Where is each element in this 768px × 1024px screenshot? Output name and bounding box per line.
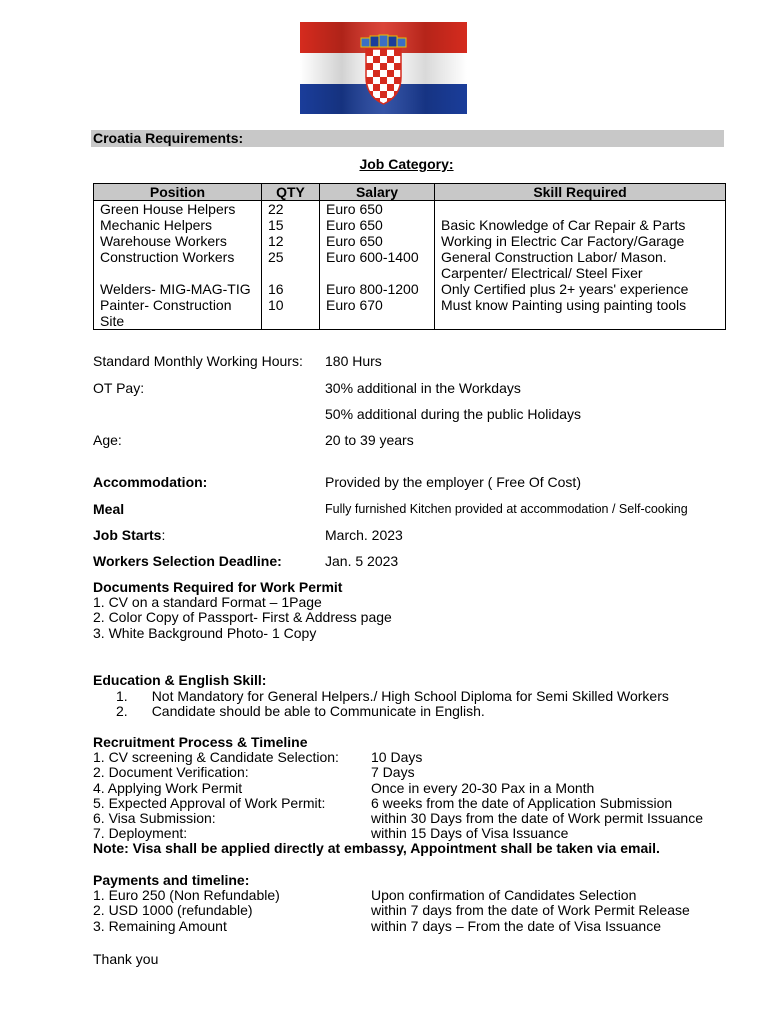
salary-cell: Euro 650 xyxy=(320,233,435,249)
ot-pay-value-holidays: 50% additional during the public Holidays xyxy=(325,406,582,422)
ot-pay-value-workdays: 30% additional in the Workdays xyxy=(325,380,521,396)
salary-cell: Euro 600-1400 xyxy=(320,249,435,281)
qty-cell: 16 xyxy=(262,281,320,297)
table-header-row xyxy=(94,184,726,201)
education-section xyxy=(93,673,669,720)
deadline-label: Workers Selection Deadline: xyxy=(93,553,282,569)
croatia-flag-image xyxy=(300,22,467,114)
list-item: 1. Euro 250 (Non Refundable) Upon confirmation of Candidates Selection xyxy=(93,887,637,904)
list-item: 6. Visa Submission: within 30 Days from the date of Work permit Issuance xyxy=(93,809,703,826)
list-item: 7. Deployment: within 15 Days of Visa Issuance xyxy=(93,825,569,842)
job-starts-value: March. 2023 xyxy=(325,527,403,543)
job-category-heading: Job Category: xyxy=(359,156,454,172)
table-row xyxy=(94,201,726,218)
skill-cell: Only Certified plus 2+ years' experience xyxy=(435,281,726,297)
list-item: 1. Not Mandatory for General Helpers./ High School Diploma for Semi Skilled Workers xyxy=(116,687,669,704)
table-row xyxy=(94,281,726,297)
accommodation-value: Provided by the employer ( Free Of Cost) xyxy=(325,474,581,490)
skill-cell: Basic Knowledge of Car Repair & Parts xyxy=(435,217,726,233)
deadline-value: Jan. 5 2023 xyxy=(325,553,399,569)
list-item: 2. Document Verification: 7 Days xyxy=(93,764,415,781)
qty-cell: 15 xyxy=(262,217,320,233)
meal-label: Meal xyxy=(93,501,125,517)
list-item: 5. Expected Approval of Work Permit: 6 weeks from the date of Application Submission xyxy=(93,794,673,811)
visa-note: Note: Visa shall be applied directly at embassy, Appointment shall be taken via email. xyxy=(93,840,660,857)
education-title: Education & English Skill: xyxy=(93,672,267,688)
salary-cell: Euro 650 xyxy=(320,201,435,218)
recruitment-title: Recruitment Process & Timeline xyxy=(93,734,308,750)
payments-title: Payments and timeline: xyxy=(93,872,250,888)
age-value: 20 to 39 years xyxy=(325,432,414,448)
column-header-skill: Skill Required xyxy=(435,184,726,201)
meal-value: Fully furnished Kitchen provided at accommodation / Self-cooking xyxy=(325,502,688,516)
list-item: 3. White Background Photo- 1 Copy xyxy=(93,624,317,641)
salary-cell: Euro 670 xyxy=(320,297,435,330)
table-row xyxy=(94,217,726,233)
salary-cell: Euro 800-1200 xyxy=(320,281,435,297)
skill-cell: General Construction Labor/ Mason. Carpenter/ Electrical/ Steel Fixer xyxy=(435,249,726,281)
qty-cell: 12 xyxy=(262,233,320,249)
requirements-title: Croatia Requirements: xyxy=(91,130,724,147)
list-item: 2. Candidate should be able to Communicate in English. xyxy=(116,703,485,719)
qty-cell: 22 xyxy=(262,201,320,218)
age-label: Age: xyxy=(93,432,122,448)
column-header-salary: Salary xyxy=(320,184,435,201)
list-item: 2. USD 1000 (refundable) within 7 days from the date of Work Permit Release xyxy=(93,902,690,919)
qty-cell: 25 xyxy=(262,249,320,281)
column-header-position: Position xyxy=(94,184,262,201)
working-hours-label: Standard Monthly Working Hours: xyxy=(93,353,303,369)
skill-cell: Working in Electric Car Factory/Garage xyxy=(435,233,726,249)
position-cell: Warehouse Workers xyxy=(94,233,262,249)
table-row xyxy=(94,297,726,330)
list-item: 4. Applying Work Permit Once in every 20-30 Pax in a Month xyxy=(93,779,595,796)
recruitment-section xyxy=(93,735,733,857)
accommodation-label: Accommodation: xyxy=(93,474,208,490)
position-cell: Construction Workers xyxy=(94,249,262,281)
payments-section xyxy=(93,873,733,934)
qty-cell: 10 xyxy=(262,297,320,330)
working-hours-value: 180 Hurs xyxy=(325,353,382,369)
skill-cell xyxy=(435,201,726,218)
job-table xyxy=(93,183,726,330)
documents-section xyxy=(93,580,392,641)
list-item: 3. Remaining Amount within 7 days – From the date of Visa Issuance xyxy=(93,917,662,934)
skill-cell: Must know Painting using painting tools xyxy=(435,297,726,330)
ot-pay-label: OT Pay: xyxy=(93,380,145,396)
closing-text: Thank you xyxy=(93,951,159,967)
documents-title: Documents Required for Work Permit xyxy=(93,579,343,595)
position-cell: Painter- Construction Site xyxy=(94,297,262,330)
table-row xyxy=(94,249,726,281)
job-starts-label: Job Starts: xyxy=(93,527,166,543)
list-item: 1. CV on a standard Format – 1Page xyxy=(93,594,322,611)
position-cell: Welders- MIG-MAG-TIG xyxy=(94,281,262,297)
position-cell: Mechanic Helpers xyxy=(94,217,262,233)
list-item: 1. CV screening & Candidate Selection: 10 Days xyxy=(93,749,423,766)
list-item: 2. Color Copy of Passport- First & Address page xyxy=(93,609,392,626)
position-cell: Green House Helpers xyxy=(94,201,262,218)
column-header-qty: QTY xyxy=(262,184,320,201)
table-row xyxy=(94,233,726,249)
salary-cell: Euro 650 xyxy=(320,217,435,233)
